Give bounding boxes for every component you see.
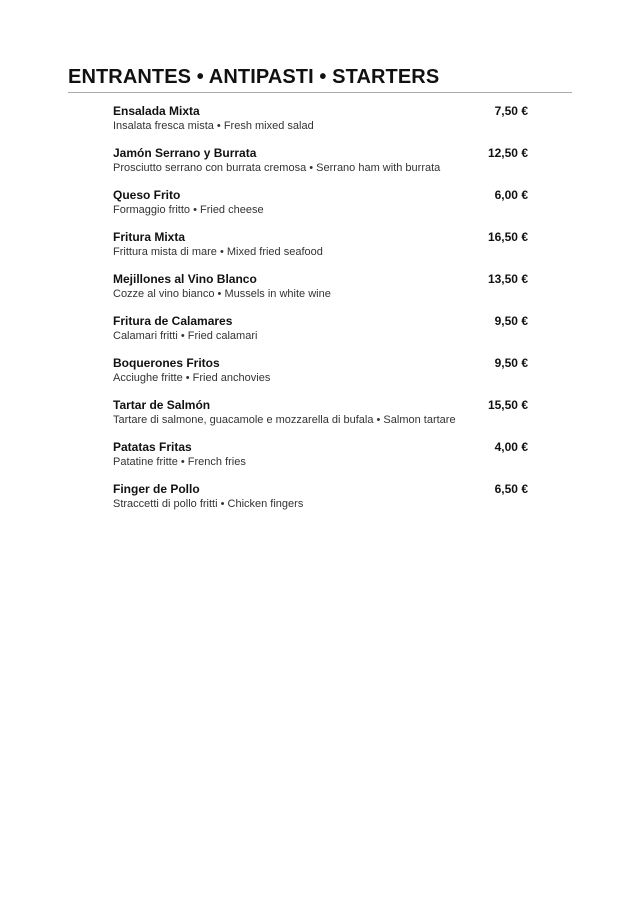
item-name: Ensalada Mixta: [113, 104, 200, 118]
item-description: Frittura mista di mare • Mixed fried seafood: [113, 246, 323, 258]
item-description: Acciughe fritte • Fried anchovies: [113, 372, 271, 384]
menu-item: [113, 440, 528, 482]
item-name: Mejillones al Vino Blanco: [113, 272, 257, 286]
menu-item: [113, 356, 528, 398]
item-price: 16,50 €: [487, 230, 528, 244]
menu-item: [113, 272, 528, 314]
item-name: Boquerones Fritos: [113, 356, 220, 370]
item-name: Tartar de Salmón: [113, 398, 211, 412]
item-description: Cozze al vino bianco • Mussels in white wine: [113, 288, 331, 300]
menu-list: [113, 104, 528, 524]
item-description: Formaggio fritto • Fried cheese: [113, 204, 264, 216]
item-name: Jamón Serrano y Burrata: [113, 146, 257, 160]
section-divider: [68, 92, 572, 93]
item-description: Straccetti di pollo fritti • Chicken fingers: [113, 498, 304, 510]
menu-item: [113, 188, 528, 230]
item-description: Patatine fritte • French fries: [113, 456, 246, 468]
menu-item: [113, 482, 528, 524]
menu-item: [113, 398, 528, 440]
item-description: Calamari fritti • Fried calamari: [113, 330, 258, 342]
item-price: 4,00 €: [494, 440, 528, 454]
item-name: Fritura de Calamares: [113, 314, 233, 328]
menu-item: [113, 314, 528, 356]
item-price: 7,50 €: [494, 104, 528, 118]
item-name: Fritura Mixta: [113, 230, 186, 244]
item-name: Finger de Pollo: [113, 482, 200, 496]
item-price: 9,50 €: [494, 314, 528, 328]
item-description: Prosciutto serrano con burrata cremosa • Serrano ham with burrata: [113, 162, 441, 174]
item-description: Insalata fresca mista • Fresh mixed salad: [113, 120, 314, 132]
item-price: 13,50 €: [487, 272, 528, 286]
menu-item: [113, 230, 528, 272]
item-price: 9,50 €: [494, 356, 528, 370]
item-price: 15,50 €: [487, 398, 528, 412]
menu-item: [113, 104, 528, 146]
item-price: 6,00 €: [494, 188, 528, 202]
item-price: 6,50 €: [494, 482, 528, 496]
section-title: ENTRANTES • ANTIPASTI • STARTERS: [68, 66, 440, 88]
item-name: Patatas Fritas: [113, 440, 192, 454]
item-description: Tartare di salmone, guacamole e mozzarella di bufala • Salmon tartare: [113, 414, 456, 426]
menu-item: [113, 146, 528, 188]
item-name: Queso Frito: [113, 188, 181, 202]
item-price: 12,50 €: [487, 146, 528, 160]
